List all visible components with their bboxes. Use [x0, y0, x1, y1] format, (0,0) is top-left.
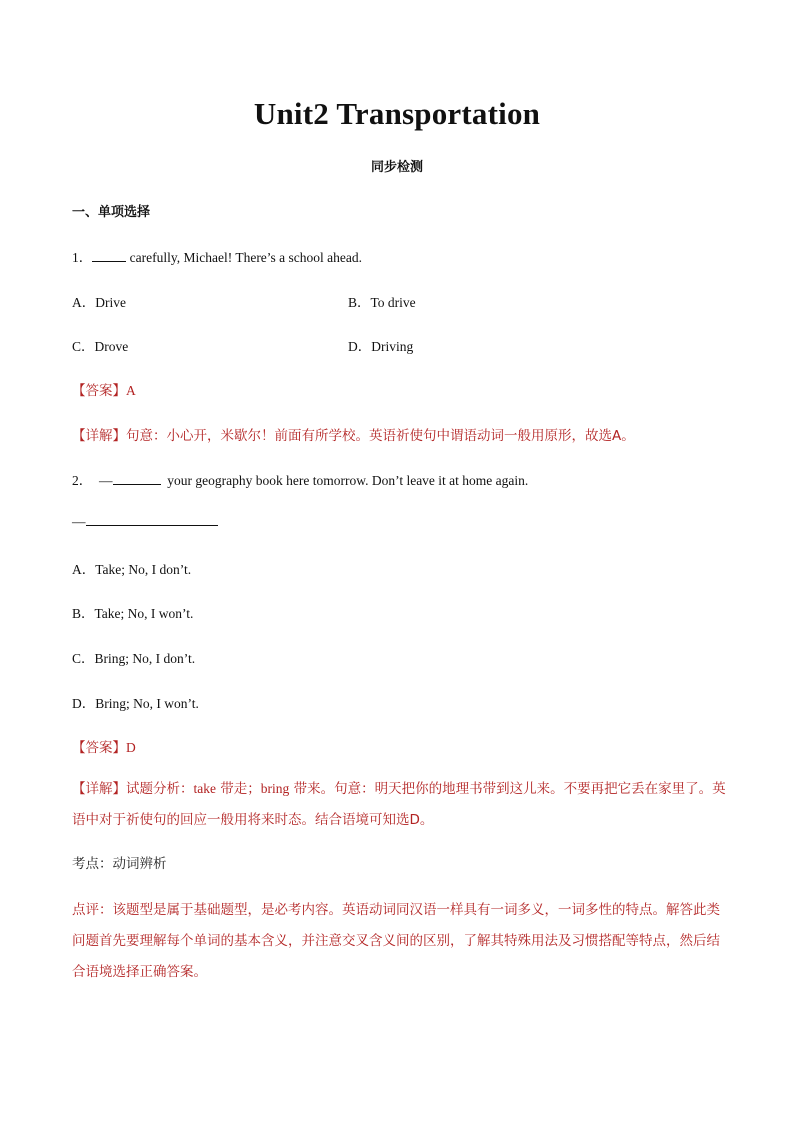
question-2-number: 2．: [72, 473, 93, 488]
question-2-option-c: C．Bring; No, I don’t.: [72, 651, 196, 666]
detail-bring: bring: [260, 781, 290, 796]
question-2-detail: [72, 773, 732, 836]
answer-label: 【答案】: [72, 383, 126, 399]
question-2-stem: your geography book here tomorrow. Don’t leave it at home again.: [167, 473, 529, 488]
response-blank: [86, 513, 218, 526]
question-2-response-line: [72, 513, 218, 530]
question-1-answer: [72, 379, 136, 399]
question-1-option-a: A．Drive: [72, 295, 126, 310]
detail-text-2: 带走；: [216, 781, 261, 797]
question-1-option-b: B．To drive: [348, 295, 416, 310]
question-2-dash: —: [99, 473, 113, 488]
question-2: [72, 469, 528, 489]
detail-take: take: [193, 781, 216, 796]
section-heading: 一、单项选择: [72, 205, 151, 220]
question-1-number: 1．: [72, 250, 93, 265]
detail-text: 句意：小心开，米歇尔！前面有所学校。英语祈使句中谓语动词一般用原形，故选A。: [126, 428, 635, 444]
page-subtitle: 同步检测: [370, 160, 423, 175]
answer-value: D: [126, 740, 136, 755]
question-2-kaodian: 考点：动词辨析: [72, 856, 167, 872]
question-2-dianping: 点评：该题型是属于基础题型，是必考内容。英语动词同汉语一样具有一词多义，一词多性的特点。解答此类问题首先要理解每个单词的基本含义，并注意交叉含义间的区别，了解其特殊用法及习惯搭配等特点，然后结合语境选择正确答案。: [72, 902, 720, 980]
detail-label: 【详解】: [72, 428, 126, 444]
question-1-option-c: C．Drove: [72, 339, 129, 354]
response-dash: —: [72, 514, 86, 529]
answer-label: 【答案】: [72, 740, 126, 756]
question-1: [72, 246, 362, 266]
detail-text-1: 试题分析：: [126, 781, 194, 797]
question-1-option-d: D．Driving: [348, 339, 414, 354]
question-2-option-a: A．Take; No, I don’t.: [72, 562, 192, 577]
question-1-detail: [72, 424, 635, 444]
page-title: Unit2 Transportation: [253, 96, 541, 131]
question-2-option-b: B．Take; No, I won’t.: [72, 606, 194, 621]
question-2-option-d: D．Bring; No, I won’t.: [72, 696, 199, 711]
detail-text-3: 带来。句意：明天把你的地理书带到这儿来。不要再把它丢在家里了。英语中对于祈使句的回应一般用将来时态。结合语境可知选D。: [72, 781, 726, 828]
question-2-answer: [72, 736, 136, 756]
detail-label: 【详解】: [72, 781, 126, 797]
question-2-blank: [113, 472, 161, 485]
question-1-stem: carefully, Michael! There’s a school ahead.: [129, 250, 363, 265]
answer-value: A: [126, 383, 136, 398]
question-1-blank: [92, 249, 126, 262]
